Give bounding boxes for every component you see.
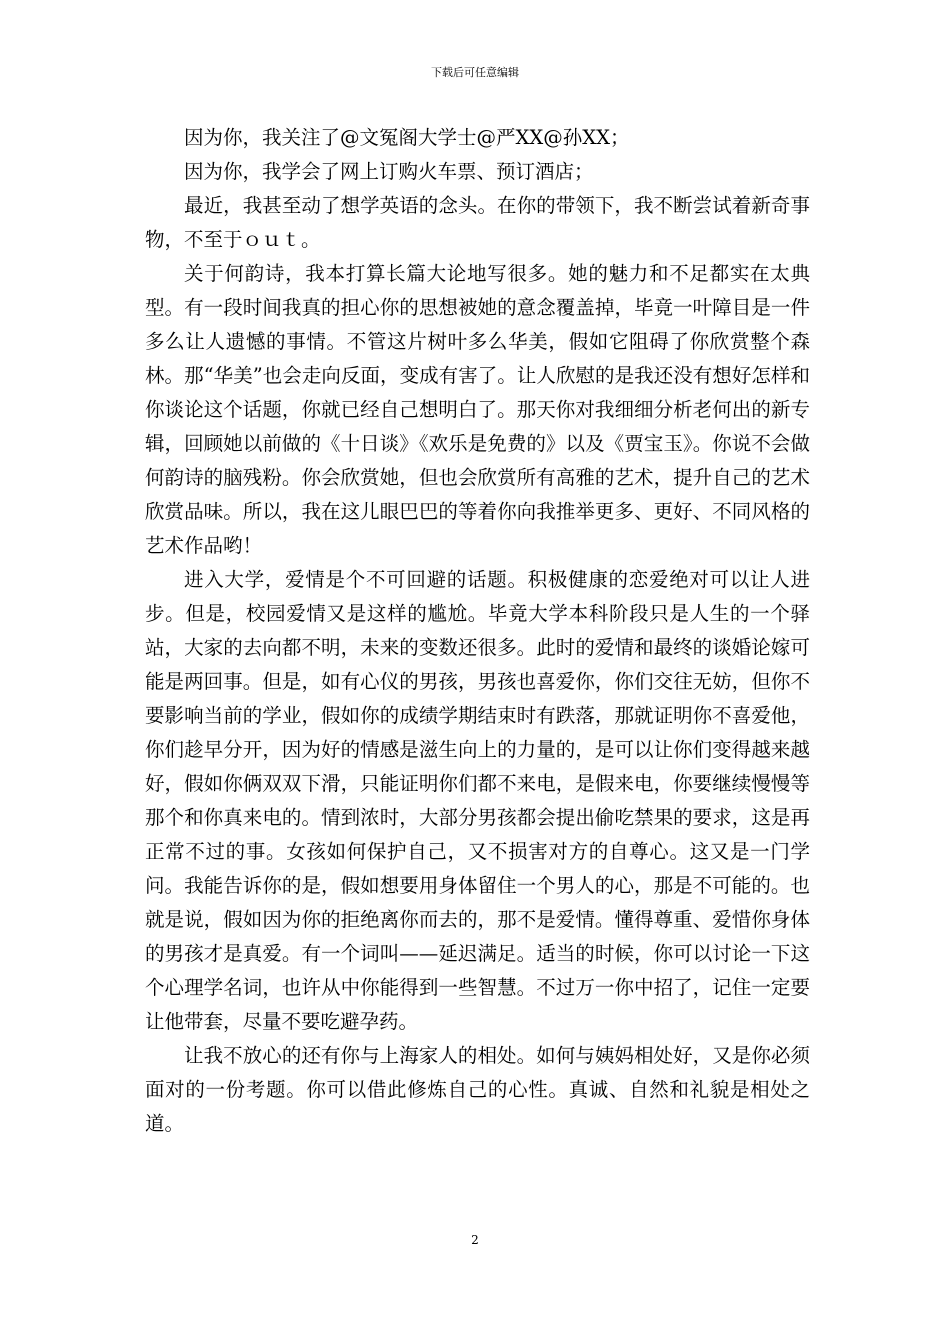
- paragraph: 因为你，我关注了@文冤阁大学士@严XX@孙XX；: [184, 126, 630, 149]
- page-number: 2: [471, 1233, 479, 1247]
- paragraph: 让我不放心的还有你与上海家人的相处。如何与姨妈相处好，又是你必须面对的一份考题。你可以借此修炼自己的心性。真诚、自然和礼貌是相处之道。: [145, 1044, 810, 1135]
- paragraph: 进入大学，爱情是个不可回避的话题。积极健康的恋爱绝对可以让人进步。但是，校园爱情又是这样的尴尬。毕竟大学本科阶段只是人生的一个驿站，大家的去向都不明，未来的变数还很多。此时的爱情和最终的谈婚论嫁可能是两回事。但是，如有心仪的男孩，男孩也喜爱你，你们交往无妨，但你不要影响当前的学业，假如你的成绩学期结束时有跌落，那就证明你不喜爱他，你们趁早分开，因为好的情感是滋生向上的力量的，是可以让你们变得越来越好，假如你俩双双下滑，只能证明你们都不来电，是假来电，你要继续慢慢等那个和你真来电的。情到浓时，大部分男孩都会提出偷吃禁果的要求，这是再正常不过的事。女孩如何保护自己，又不损害对方的自尊心。这又是一门学问。我能告诉你的是，假如想要用身体留住一个男人的心，那是不可能的。也就是说，假如因为你的拒绝离你而去的，那不是爱情。懂得尊重、爱惜你身体的男孩才是真爱。有一个词叫——延迟满足。适当的时候，你可以讨论一下这个心理学名词，也许从中你能得到一些智慧。不过万一你中招了，记住一定要让他带套，尽量不要吃避孕药。: [145, 568, 810, 1033]
- paragraph: 最近，我甚至动了想学英语的念头。在你的带领下，我不断尝试着新奇事物，不至于ｏｕｔ。: [145, 194, 810, 251]
- page-header: 下载后可任意编辑: [431, 66, 519, 79]
- paragraph: 关于何韵诗，我本打算长篇大论地写很多。她的魅力和不足都实在太典型。有一段时间我真的担心你的思想被她的意念覆盖掉，毕竟一叶障目是一件多么让人遗憾的事情。不管这片树叶多么华美，假如它阻碍了你欣赏整个森林。那“华美”也会走向反面，变成有害了。让人欣慰的是我还没有想好怎样和你谈论这个话题，你就已经自己想明白了。那天你对我细细分析老何出的新专辑，回顾她以前做的《十日谈》《欢乐是免费的》以及《贾宝玉》。你说不会做何韵诗的脑残粉。你会欣赏她，但也会欣赏所有高雅的艺术，提升自己的艺术欣赏品味。所以，我在这儿眼巴巴的等着你向我推举更多、更好、不同风格的艺术作品哟！: [145, 262, 810, 557]
- document-body: [145, 121, 810, 1141]
- paragraph: 因为你，我学会了网上订购火车票、预订酒店；: [184, 160, 594, 183]
